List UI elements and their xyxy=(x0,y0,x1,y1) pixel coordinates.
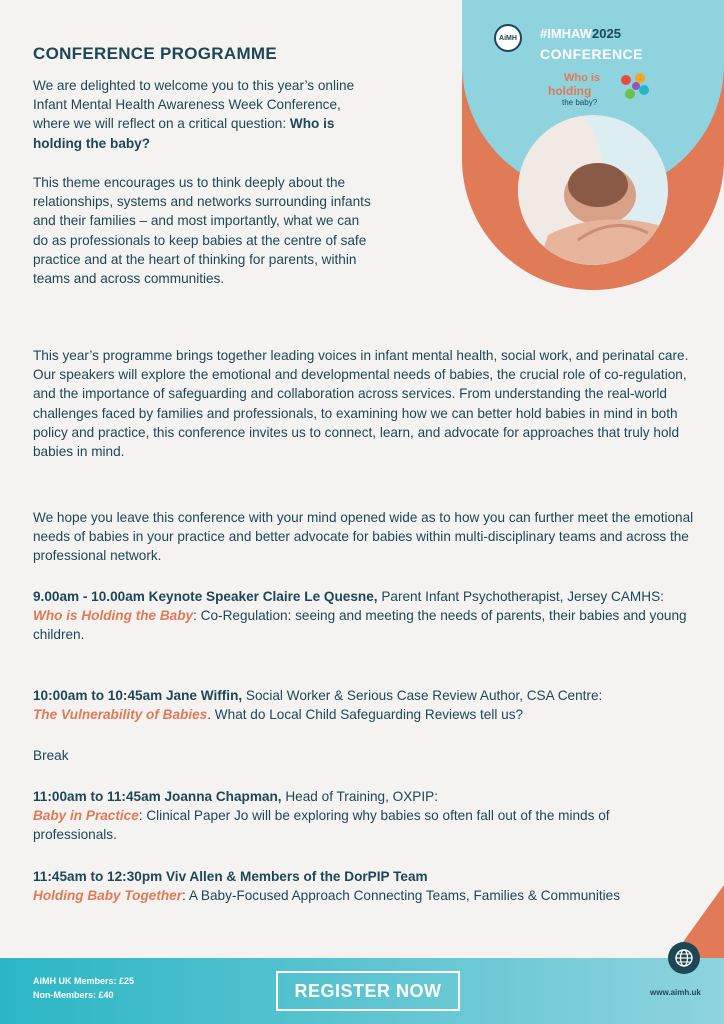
session-1-time-speaker: 9.00am - 10.00am Keynote Speaker Claire Le Quesne, xyxy=(33,589,378,604)
who-line1: Who is xyxy=(564,72,601,84)
session-2-title: The Vulnerability of Babies xyxy=(33,707,208,723)
baby-illustration xyxy=(518,115,668,265)
session-4-title: Holding Baby Together xyxy=(33,888,183,904)
intro-paragraph-4: We hope you leave this conference with your mind opened wide as to how you can further meet the emotional needs of babies in your practice and better advocate for babies within multi-disciplinary teams and across the professional network. xyxy=(33,510,694,564)
website-link[interactable]: www.aimh.uk xyxy=(650,988,701,997)
session-1-title: Who is Holding the Baby xyxy=(33,608,194,624)
who-line2: holding xyxy=(548,84,592,98)
session-2 xyxy=(33,686,697,724)
register-now-button[interactable]: REGISTER NOW xyxy=(276,971,460,1011)
intro-p1-text: We are delighted to welcome you to this year’s online Infant Mental Health Awareness Week Conference, where we will reflect on a critical question: xyxy=(33,78,355,132)
session-4-desc: : A Baby-Focused Approach Connecting Teams, Families & Communities xyxy=(182,888,621,904)
session-3-time-speaker: 11:00am to 11:45am Joanna Chapman, xyxy=(33,789,282,804)
session-3-desc: : Clinical Paper Jo will be exploring why babies so often fall out of the minds of professionals. xyxy=(33,808,610,843)
hashtag-year: 2025 xyxy=(592,26,621,41)
session-4 xyxy=(33,867,673,905)
session-3-title: Baby in Practice xyxy=(33,808,139,824)
page-title: CONFERENCE PROGRAMME xyxy=(33,44,278,63)
who-line3: the baby? xyxy=(562,98,598,107)
session-1-role: Parent Infant Psychotherapist, Jersey CAMHS: xyxy=(377,589,664,604)
session-2-desc: . What do Local Child Safeguarding Reviews tell us? xyxy=(207,707,524,723)
colorful-hands-icon xyxy=(616,70,652,106)
session-3-role: Head of Training, OXPIP: xyxy=(281,789,438,804)
conference-label: CONFERENCE xyxy=(540,46,644,62)
conference-badge xyxy=(462,0,724,290)
session-1 xyxy=(33,587,697,645)
aimh-logo: AiMH xyxy=(494,24,522,52)
members-price: AiMH UK Members: £25 xyxy=(33,976,135,986)
who-is-holding-logo xyxy=(548,70,648,116)
baby-photo xyxy=(518,115,668,265)
intro-paragraph-1 xyxy=(33,76,373,153)
hashtag xyxy=(540,26,621,41)
intro-paragraph-3: This year’s programme brings together leading voices in infant mental health, social work, and perinatal care. Our speakers will explore the emotional and developmental needs of babies, the crucial role of co-regulation, and the importance of safeguarding and collaboration across services. From understanding the real-world challenges faced by families and professionals, to examining how we can better hold babies in mind in both policy and practice, this conference invites us to connect, learn, and advocate for approaches that truly hold babies in mind. xyxy=(33,348,689,460)
intro-p1-question: Who is holding the baby? xyxy=(33,116,335,151)
globe-icon-glyph xyxy=(674,948,694,968)
session-1-desc: : Co-Regulation: seeing and meeting the needs of parents, their babies and young children. xyxy=(33,608,687,643)
globe-icon[interactable] xyxy=(668,942,700,974)
session-2-role: Social Worker & Serious Case Review Author, CSA Centre: xyxy=(242,688,603,703)
hashtag-prefix: #IMHAW xyxy=(540,26,592,41)
session-4-time-speaker: 11:45am to 12:30pm Viv Allen & Members of the DorPIP Team xyxy=(33,869,428,884)
nonmembers-price: Non-Members: £40 xyxy=(33,990,114,1000)
break-label: Break xyxy=(33,748,69,763)
session-3 xyxy=(33,787,697,845)
session-2-time-speaker: 10:00am to 10:45am Jane Wiffin, xyxy=(33,688,243,703)
intro-paragraph-2: This theme encourages us to think deeply about the relationships, systems and networks surrounding infants and their families – and most importantly, what we can do as professionals to keep babies at the centre of safe practice and at the heart of thinking for parents, within teams and across communities. xyxy=(33,175,371,287)
